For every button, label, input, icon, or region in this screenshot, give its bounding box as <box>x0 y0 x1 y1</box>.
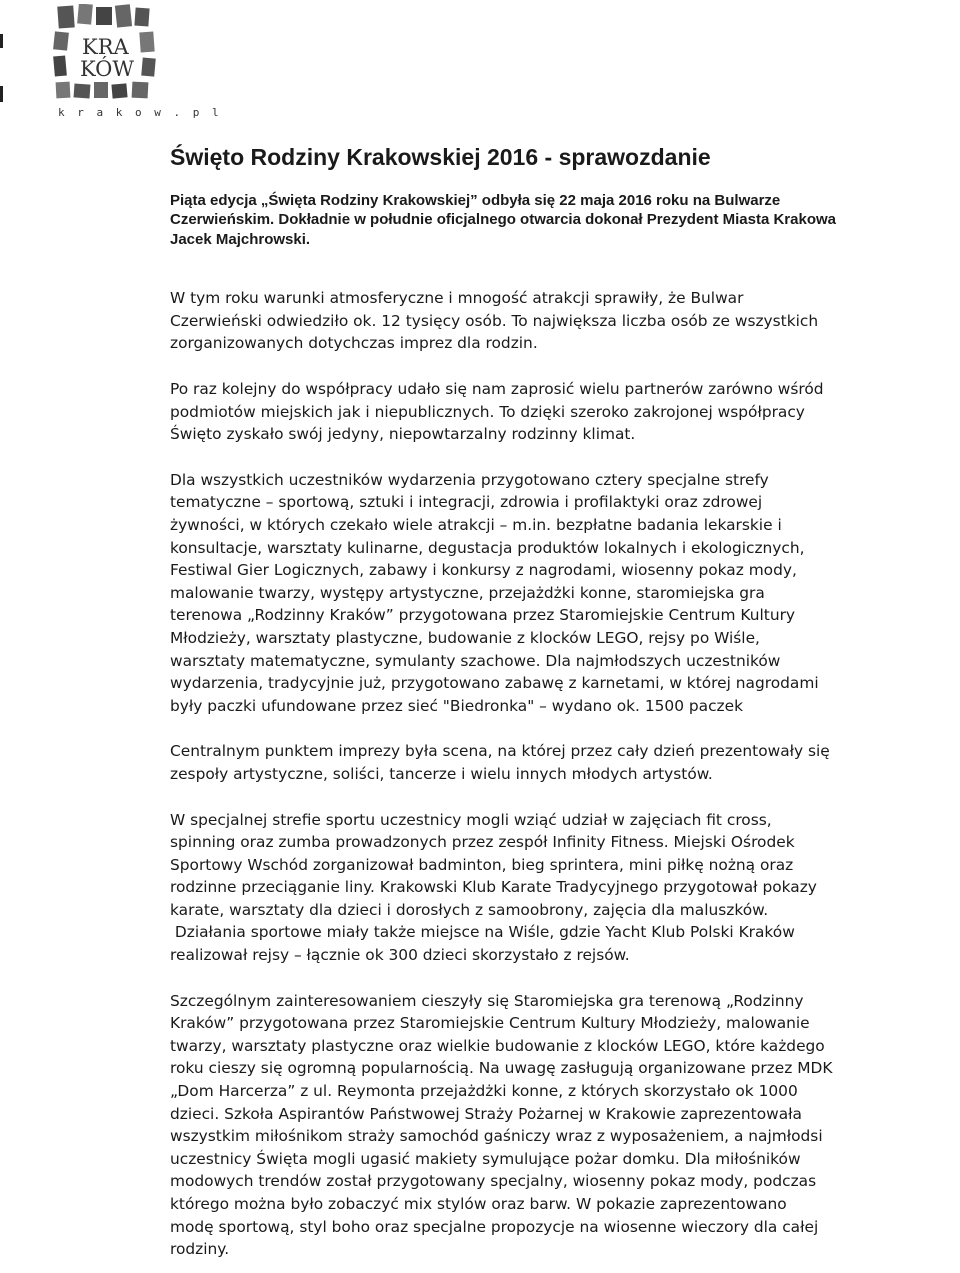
text-line: Dla wszystkich uczestników wydarzenia przygotowano cztery specjalne strefy <box>170 470 769 489</box>
lead-line: Czerwieńskim. Dokładnie w południe oficjalnego otwarcia dokonał Prezydent Miasta Krakowa <box>170 211 836 229</box>
lead-paragraph <box>170 191 960 249</box>
text-line: uczestnicy Święta mogli ugasić makiety symulujące pożar domku. Dla miłośników <box>170 1149 801 1168</box>
text-line: konsultacje, warsztaty kulinarne, degustacja produktów lokalnych i ekologicznych, <box>170 538 805 557</box>
text-line: Sportowy Wschód zorganizował badminton, bieg sprintera, mini piłkę nożną oraz <box>170 855 794 874</box>
text-line: wydarzenia, tradycyjnie już, przygotowano zabawę z karnetami, w której nagrodami <box>170 674 819 693</box>
paragraph-stage <box>170 740 960 785</box>
text-line: Czerwieński odwiedziło ok. 12 tysięcy osób. To największa liczba osób ze wszystkich <box>170 311 819 330</box>
text-line: Centralnym punktem imprezy była scena, na której przez cały dzień prezentowały się <box>170 742 830 761</box>
text-line: Święto zyskało swój jedyny, niepowtarzalny rodzinny klimat. <box>170 425 636 444</box>
text-line: Festiwal Gier Logicznych, zabawy i konkursy z nagrodami, wiosenny pokaz mody, <box>170 561 797 580</box>
text-line: rodzinne przeciąganie liny. Krakowski Klub Karate Tradycyjnego przygotował pokazy <box>170 878 817 897</box>
text-line: Po raz kolejny do współpracy udało się nam zaprosić wielu partnerów zarówno wśród <box>170 380 824 398</box>
text-line: Młodzieży, warsztaty plastyczne, budowanie z klocków LEGO, rejsy po Wiśle, <box>170 628 760 647</box>
text-line: warsztaty matematyczne, symulanty szachowe. Dla najmłodszych uczestników <box>170 651 781 670</box>
text-line: malowanie twarzy, występy artystyczne, przejażdżki konne, staromiejska gra <box>170 583 765 602</box>
text-line: roku cieszy się ogromną popularnością. Na uwagę zasługują organizowane przez MDK <box>170 1059 833 1078</box>
left-edge-mark <box>0 86 3 102</box>
text-line: żywności, w których czekało wiele atrakcji – m.in. bezpłatne badania lekarskie i <box>170 515 782 534</box>
text-line: wszystkim miłośnikom straży samochód gaśniczy wraz z wyposażeniem, a najmłodsi <box>170 1127 823 1146</box>
text-line: którego można było zobaczyć mix stylów oraz barw. W pokazie zaprezentowano <box>170 1195 787 1213</box>
text-line: spinning oraz zumba prowadzonych przez zespół Infinity Fitness. Miejski Ośrodek <box>170 833 795 852</box>
text-line: były paczki ufundowane przez sieć "Biedronka" – wydano ok. 1500 paczek <box>170 696 744 715</box>
text-line: „Dom Harcerza” z ul. Reymonta przejażdżki konne, z których skorzystało ok 1000 <box>170 1082 798 1101</box>
text-line: Szczególnym zainteresowaniem cieszyły się Staromiejska gra terenową „Rodzinny <box>170 991 804 1010</box>
lead-line: Piąta edycja „Święta Rodziny Krakowskiej” odbyła się 22 maja 2016 roku na Bulwarze <box>170 192 781 209</box>
text-line: modowych trendów został przygotowany specjalny, wiosenny pokaz mody, podczas <box>170 1172 817 1191</box>
text-line: karate, warsztaty dla dzieci i dorosłych z samoobrony, zajęcia dla maluszków. <box>170 900 769 919</box>
logo-text-line2: KÓW <box>80 57 134 81</box>
text-line: rodziny. <box>170 1240 230 1259</box>
text-line: realizował rejsy – łącznie ok 300 dzieci skorzystało z rejsów. <box>170 946 630 965</box>
krakow-logo <box>52 4 170 122</box>
text-line: Kraków” przygotowana przez Staromiejskie Centrum Kultury Młodzieży, malowanie <box>170 1014 810 1033</box>
text-line: twarzy, warsztaty plastyczne oraz wielkie budowanie z klocków LEGO, które każdego <box>170 1036 825 1055</box>
text-line: tematyczne – sportową, sztuki i integracji, zdrowia i profilaktyki oraz zdrowej <box>170 493 763 512</box>
lead-line: Jacek Majchrowski. <box>170 230 311 248</box>
text-line: zespoły artystyczne, soliści, tancerze i wielu innych młodych artystów. <box>170 764 713 783</box>
paragraph-attendance <box>170 287 960 355</box>
text-line: podmiotów miejskich jak i niepublicznych. To dzięki szeroko zakrojonej współpracy <box>170 402 805 421</box>
text-line: modę sportową, styl boho oraz specjalne propozycje na wiosenne wieczory dla całej <box>170 1217 819 1236</box>
logo-url: k r a k o w . p l <box>58 106 222 119</box>
paragraph-partners <box>170 378 960 446</box>
paragraph-zones <box>170 469 960 718</box>
logo-text-line1: KRA <box>82 35 129 59</box>
left-edge-mark <box>0 34 3 48</box>
document-title: Święto Rodziny Krakowskiej 2016 - sprawozdanie <box>170 144 711 170</box>
text-line: zorganizowanych dotychczas imprez dla rodzin. <box>170 334 538 353</box>
text-line: dzieci. Szkoła Aspirantów Państwowej Straży Pożarnej w Krakowie zaprezentowała <box>170 1104 802 1123</box>
text-line: Działania sportowe miały także miejsce na Wiśle, gdzie Yacht Klub Polski Kraków <box>170 923 795 942</box>
paragraph-highlights <box>170 990 960 1261</box>
paragraph-sport <box>170 809 960 967</box>
text-line: W tym roku warunki atmosferyczne i mnogość atrakcji sprawiły, że Bulwar <box>170 289 744 308</box>
text-line: W specjalnej strefie sportu uczestnicy mogli wziąć udział w zajęciach fit cross, <box>170 810 772 829</box>
document-body <box>170 140 960 1261</box>
text-line: terenowa „Rodzinny Kraków” przygotowana przez Staromiejskie Centrum Kultury <box>170 606 796 625</box>
